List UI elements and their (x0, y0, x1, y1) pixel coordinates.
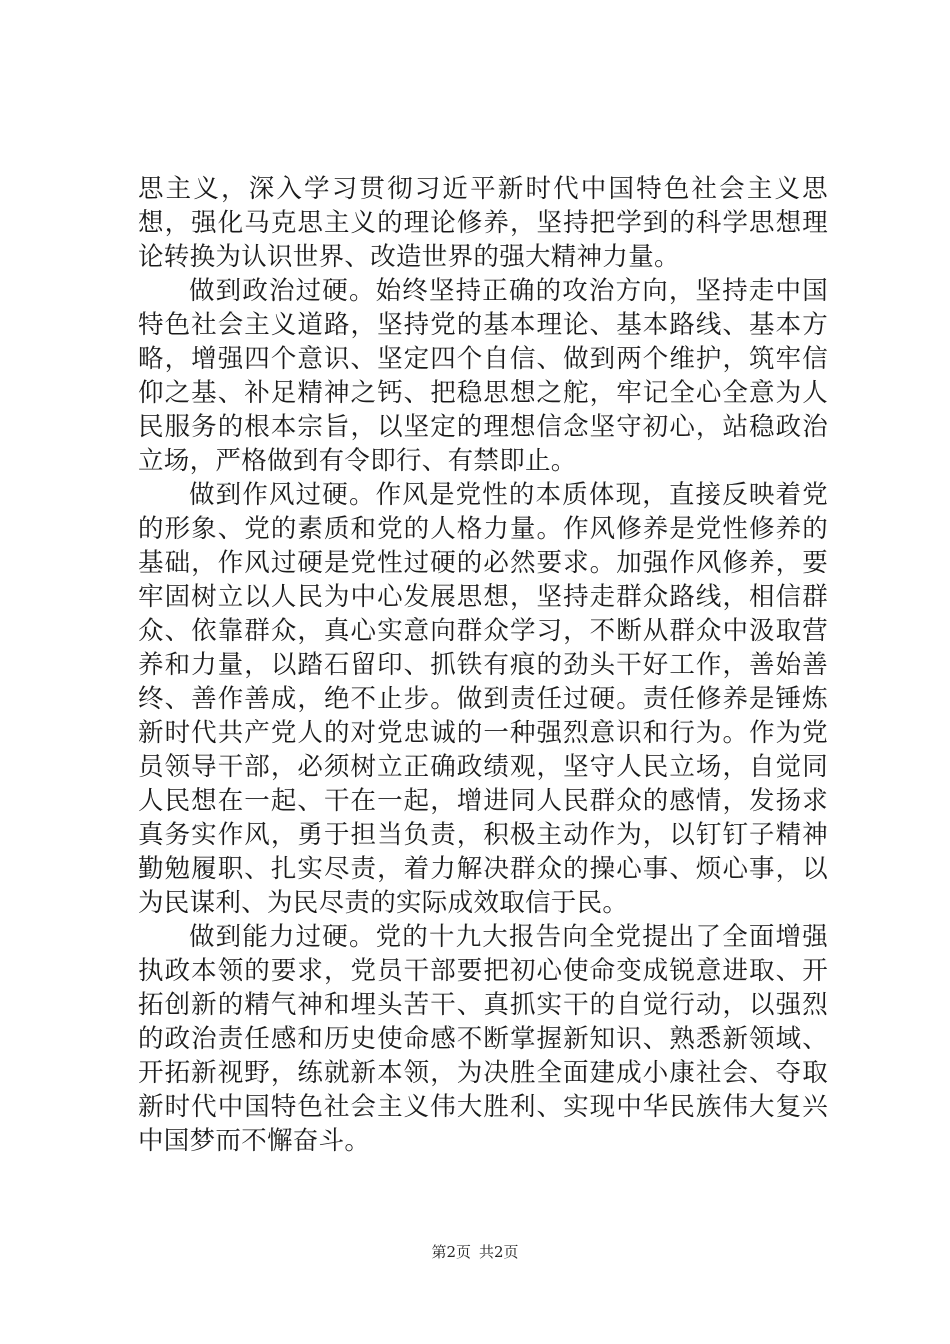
paragraph-ability: 做到能力过硬。党的十九大报告向全党提出了全面增强执政本领的要求，党员干部要把初心使命变成锐意进取、开拓创新的精气神和埋头苦干、真抓实干的自觉行动，以强烈的政治责任感和历史使命感不断掌握新知识、熟悉新领域、开拓新视野，练就新本领，为决胜全面建成小康社会、夺取新时代中国特色社会主义伟大胜利、实现中华民族伟大复兴中国梦而不懈奋斗。 (138, 922, 828, 1156)
paragraph-political: 做到政治过硬。始终坚持正确的攻治方向，坚持走中国特色社会主义道路，坚持党的基本理论、基本路线、基本方略，增强四个意识、坚定四个自信、做到两个维护，筑牢信仰之基、补足精神之钙、把稳思想之舵，牢记全心全意为人民服务的根本宗旨，以坚定的理想信念坚守初心，站稳政治立场，严格做到有令即行、有禁即止。 (138, 276, 828, 476)
document-body (138, 172, 828, 1158)
paragraph-continuation: 思主义，深入学习贯彻习近平新时代中国特色社会主义思想，强化马克思主义的理论修养，坚持把学到的科学思想理论转换为认识世界、改造世界的强大精神力量。 (138, 174, 828, 272)
page-number: 第2页 (431, 1243, 471, 1261)
page-footer (0, 1242, 950, 1262)
paragraph-style-responsibility: 做到作风过硬。作风是党性的本质体现，直接反映着党的形象、党的素质和党的人格力量。作风修养是党性修养的基础，作风过硬是党性过硬的必然要求。加强作风修养，要牢固树立以人民为中心发展思想，坚持走群众路线，相信群众、依靠群众，真心实意向群众学习，不断从群众中汲取营养和力量，以踏石留印、抓铁有痕的劲头干好工作，善始善终、善作善成，绝不止步。做到责任过硬。责任修养是锤炼新时代共产党人的对党忠诚的一种强烈意识和行为。作为党员领导干部，必须树立正确政绩观，坚守人民立场，自觉同人民想在一起、干在一起，增进同人民群众的感情，发扬求真务实作风，勇于担当负责，积极主动作为，以钉钉子精神勤勉履职、扎实尽责，着力解决群众的操心事、烦心事，以为民谋利、为民尽责的实际成效取信于民。 (138, 480, 828, 918)
page-total: 共2页 (479, 1243, 519, 1261)
